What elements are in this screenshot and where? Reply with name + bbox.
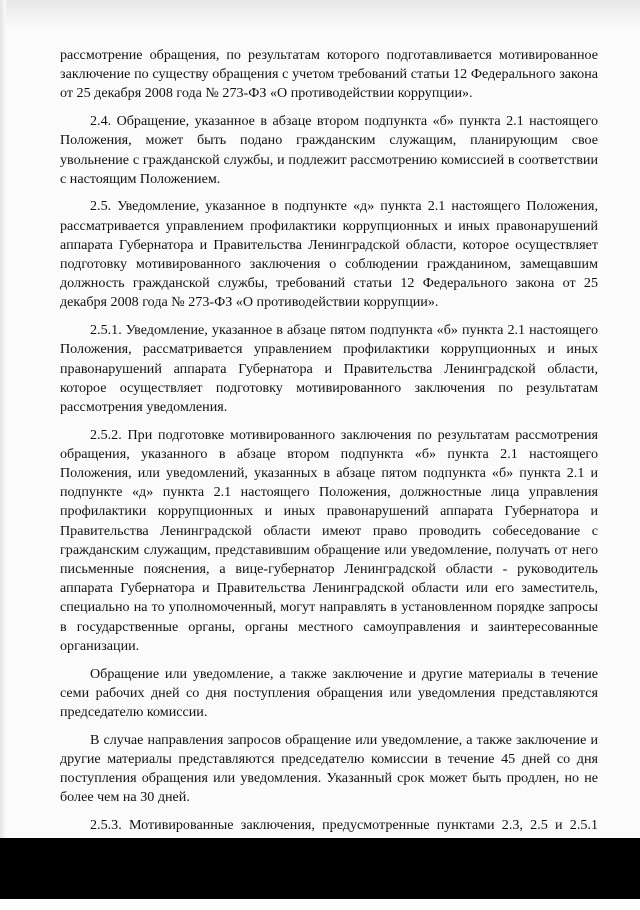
paragraph-2-5-2: 2.5.2. При подготовке мотивированного заключения по результатам рассмотрения обращения, указанного в абзаце втором подпункта «б» пункта 2.1 настоящего Положения, или уведомлений, указанных в абзаце пятом подпункта «б» пункта 2.1 и подпункте «д» пункта 2.1 настоящего Положения, должностные лица управления профилактики коррупционных и иных правонарушений аппарата Губернатора и Правительства Ленинградской области имеют право проводить собеседование с гражданским служащим, представившим обращение или уведомление, получать от него письменные пояснения, а вице-губернатор Ленинградской области - руководитель аппарата Губернатора и Правительства Ленинградской области или его заместитель, специально на то уполномоченный, могут направлять в установленном порядке запросы в государственные органы, органы местного самоуправления и заинтересованные организации. xyxy=(60,426,598,654)
paragraph-2-4: 2.4. Обращение, указанное в абзаце втором подпункта «б» пункта 2.1 настоящего Положения, может быть подано гражданским служащим, планирующим свое увольнение с гражданской службы, и подлежит рассмотрению комиссией в соответствии с настоящим Положением. xyxy=(60,113,598,187)
paragraph-requests-deadline: В случае направления запросов обращение или уведомление, а также заключение и другие материалы представляются председателю комиссии в течение 45 дней со дня поступления обращения или уведомления. Указанный срок может быть продлен, но не более чем на 30 дней. xyxy=(60,731,598,806)
scan-shadow-top xyxy=(0,0,640,28)
paragraph-submission-deadline: Обращение или уведомление, а также заключение и другие материалы в течение семи рабочих дней со дня поступления обращения или уведомления представляются председателю комиссии. xyxy=(60,665,598,720)
scan-black-border xyxy=(0,838,640,899)
paragraph-2-5-3: 2.5.3. Мотивированные заключения, предусмотренные пунктами 2.3, 2.5 и 2.5.1 xyxy=(90,817,598,834)
paragraph-2-5-1: 2.5.1. Уведомление, указанное в абзаце пятом подпункта «б» пункта 2.1 настоящего Положения, рассматривается управлением профилактики коррупционных и иных правонарушений аппарата Губернатора и Правительства Ленинградской области, которое осуществляет подготовку мотивированного заключения по результатам рассмотрения уведомления. xyxy=(60,322,598,415)
paragraph-continuation: рассмотрение обращения, по результатам которого подготавливается мотивированное заключение по существу обращения с учетом требований статьи 12 Федерального закона от 25 декабря 2008 года № 273-ФЗ «О противодействии коррупции». xyxy=(60,47,598,102)
paragraph-2-5: 2.5. Уведомление, указанное в подпункте «д» пункта 2.1 настоящего Положения, рассматривается управлением профилактики коррупционных и иных правонарушений аппарата Губернатора и Правительства Ленинградской области, которое осуществляет подготовку мотивированного заключения о соблюдении гражданином, замещавшим должность гражданской службы, требований статьи 12 Федерального закона от 25 декабря 2008 года № 273-ФЗ «О противодействии коррупции». xyxy=(60,198,598,311)
scan-shadow-left xyxy=(0,0,6,838)
document-body xyxy=(60,46,598,910)
